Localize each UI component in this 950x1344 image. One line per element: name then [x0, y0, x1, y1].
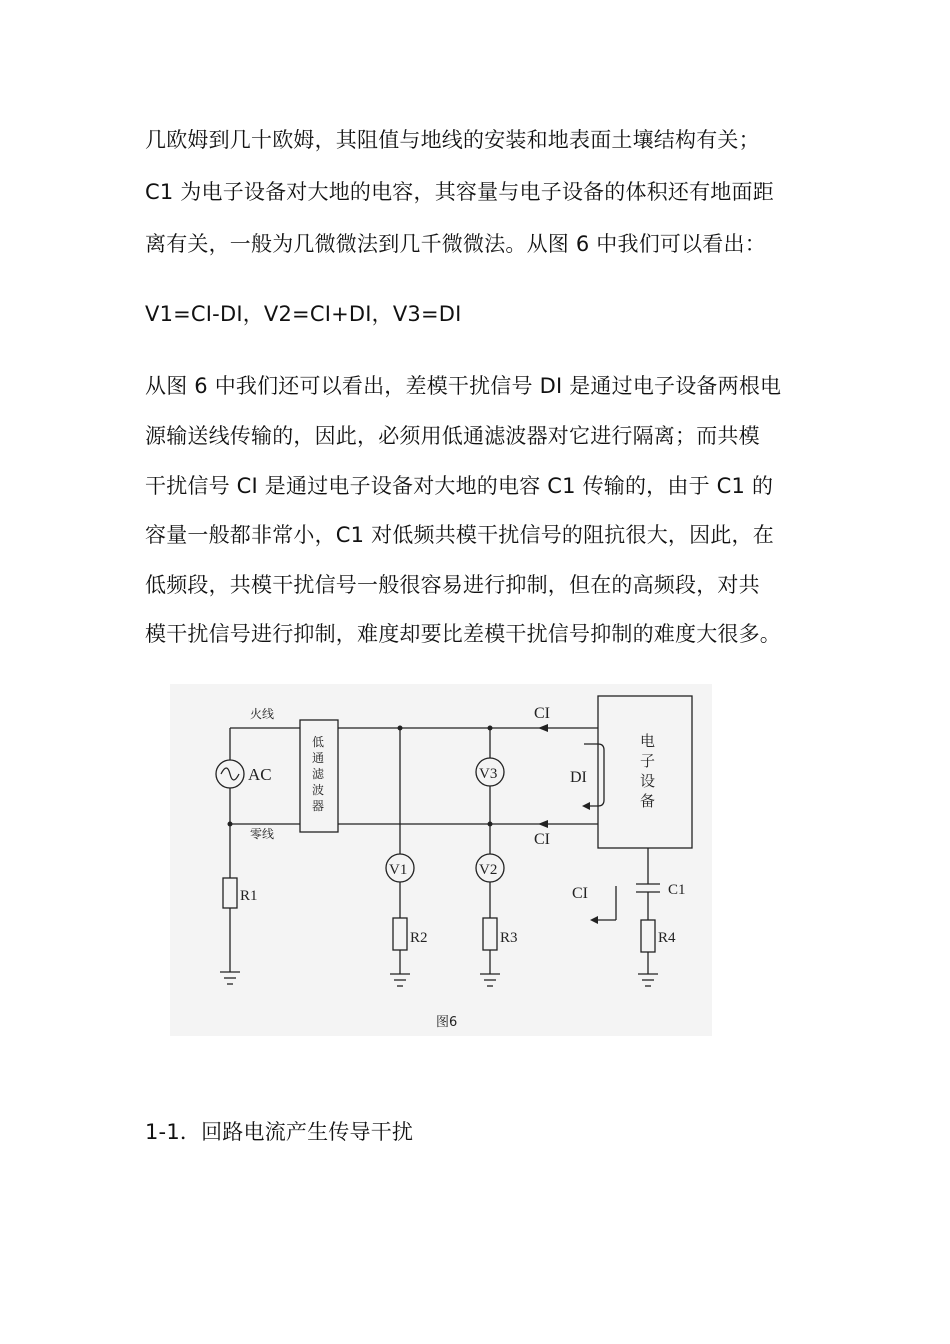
- v3-label: V3: [479, 766, 498, 782]
- filter-char-4: 波: [312, 783, 325, 797]
- r3-label: R3: [500, 930, 518, 946]
- live-wire-label: 火线: [250, 707, 275, 721]
- circuit-figure: [170, 684, 712, 1036]
- device-char-3: 设: [640, 772, 656, 790]
- paragraph1-line1: 几欧姆到几十欧姆，其阻值与地线的安装和地表面土壤结构有关；: [145, 128, 760, 152]
- paragraph1-line3: 离有关，一般为几微微法到几千微微法。从图 6 中我们可以看出：: [145, 232, 766, 256]
- r4-label: R4: [658, 930, 676, 946]
- r1-label: R1: [240, 888, 258, 904]
- paragraph2-line4: 容量一般都非常小，C1 对低频共模干扰信号的阻抗很大，因此，在: [145, 523, 774, 547]
- filter-char-2: 通: [312, 751, 325, 765]
- paragraph2-line1: 从图 6 中我们还可以看出，差模干扰信号 DI 是通过电子设备两根电: [145, 374, 782, 398]
- section-heading: 1-1．回路电流产生传导干扰: [145, 1120, 414, 1144]
- paragraph2-line3: 干扰信号 CI 是通过电子设备对大地的电容 C1 传输的，由于 C1 的: [145, 474, 774, 498]
- filter-char-1: 低: [312, 735, 325, 749]
- v2-label: V2: [479, 862, 498, 878]
- source-label: AC: [248, 765, 272, 784]
- paragraph2-line2: 源输送线传输的，因此，必须用低通滤波器对它进行隔离；而共模: [145, 424, 760, 448]
- neutral-wire-label: 零线: [250, 827, 275, 841]
- ci-top-label: CI: [534, 705, 550, 722]
- paragraph2-line5: 低频段，共模干扰信号一般很容易进行抑制，但在的高频段，对共: [145, 573, 760, 597]
- paragraph1-line2: C1 为电子设备对大地的电容，其容量与电子设备的体积还有地面距: [145, 180, 774, 204]
- c1-label: C1: [668, 882, 686, 898]
- device-char-2: 子: [640, 752, 656, 770]
- v1-label: V1: [389, 862, 408, 878]
- ci-ground-label: CI: [572, 885, 588, 902]
- ci-bottom-label: CI: [534, 831, 550, 848]
- filter-char-5: 器: [312, 799, 325, 813]
- figure-caption: 图6: [436, 1015, 458, 1030]
- device-char-4: 备: [640, 792, 656, 810]
- r2-label: R2: [410, 930, 428, 946]
- device-char-1: 电: [640, 732, 656, 750]
- paragraph2-line6: 模干扰信号进行抑制，难度却要比差模干扰信号抑制的难度大很多。: [145, 622, 781, 646]
- formula-line: V1=CI-DI，V2=CI+DI，V3=DI: [145, 302, 462, 326]
- filter-char-3: 滤: [312, 767, 325, 781]
- di-label: DI: [570, 769, 587, 786]
